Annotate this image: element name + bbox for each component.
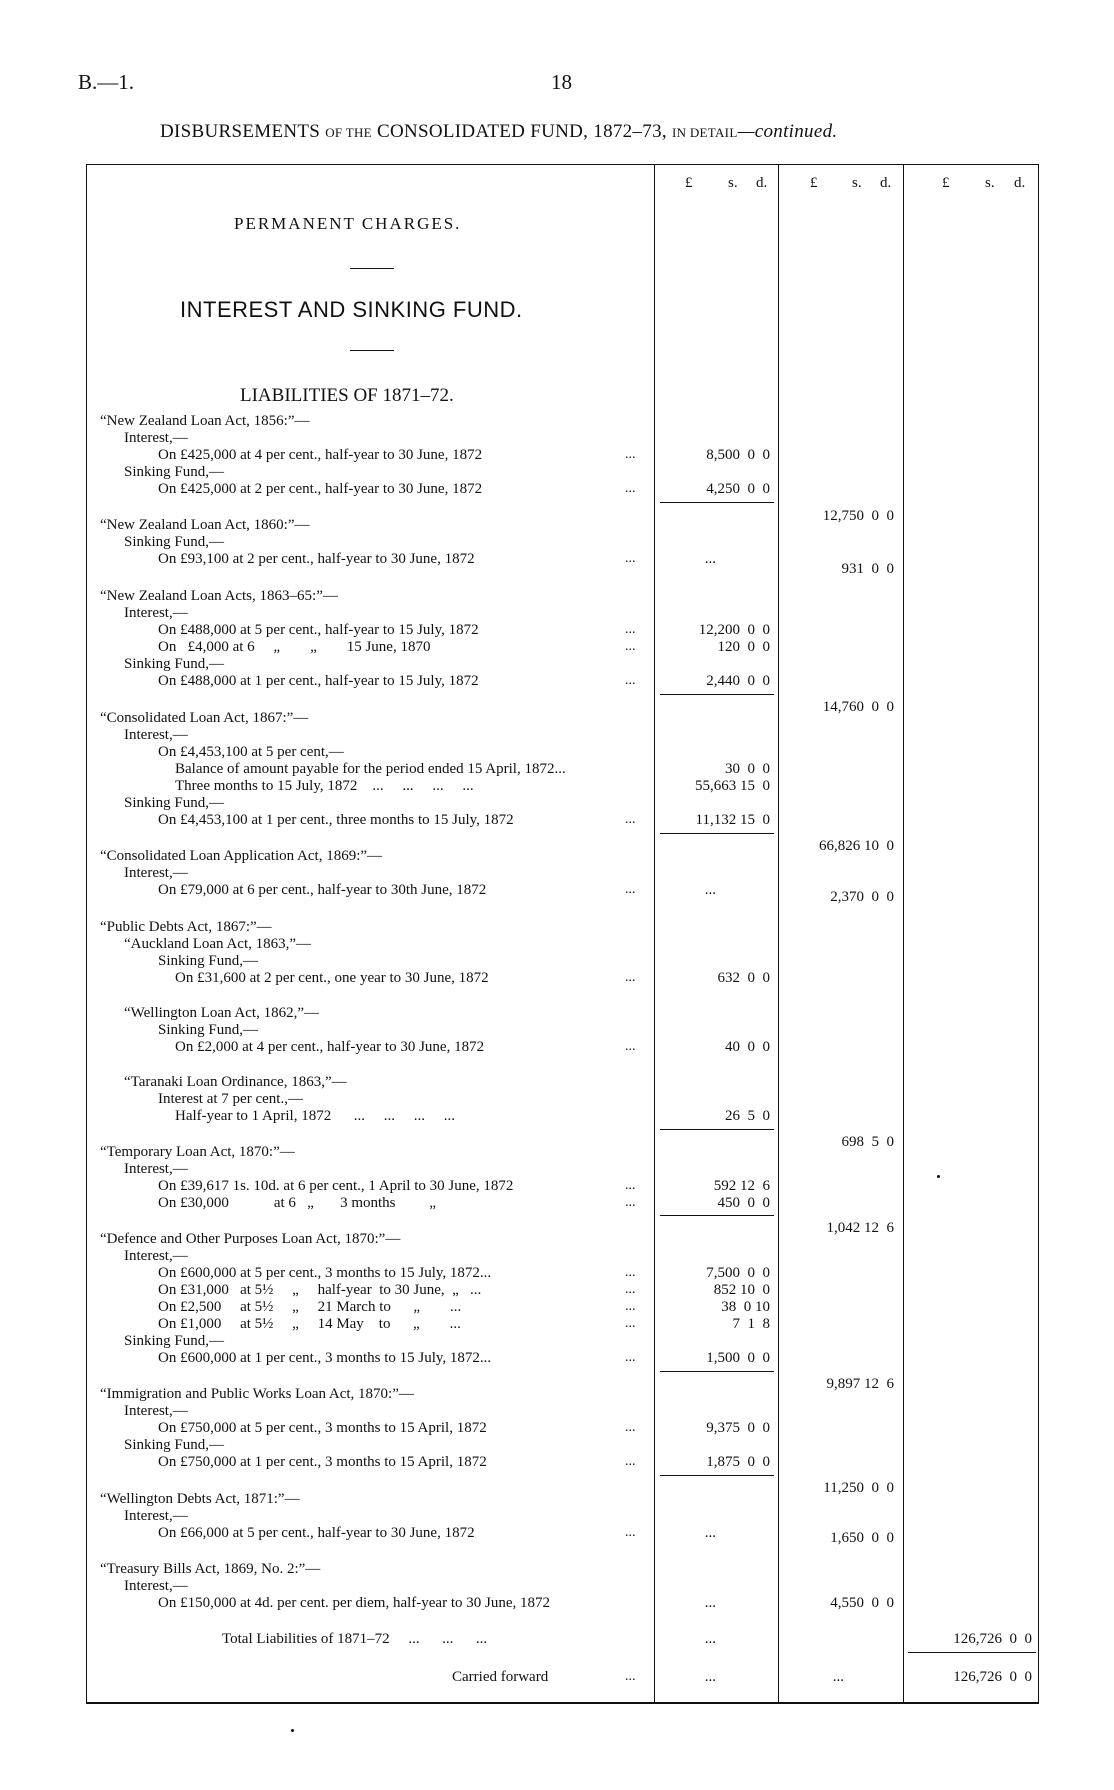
title-part-of-the: OF THE — [325, 125, 372, 140]
currency-pence: d. — [756, 175, 768, 191]
subtotal: 9,897 12 6 — [826, 1376, 894, 1392]
amount: 55,663 15 0 — [695, 778, 770, 794]
leader-dots: ... — [625, 1265, 636, 1280]
table-bottom-rule — [86, 1702, 1039, 1704]
amount: ... — [704, 551, 716, 567]
line-item: On £66,000 at 5 per cent., half-year to 30 June, 1872 — [158, 1525, 475, 1541]
subtotal: 2,370 0 0 — [830, 889, 894, 905]
subtotal-rule — [660, 1215, 774, 1216]
subtotal: 698 5 0 — [841, 1134, 894, 1150]
table-top-rule — [86, 164, 1039, 165]
line-item: On £79,000 at 6 per cent., half-year to 30th June, 1872 — [158, 882, 487, 898]
line-label: Sinking Fund,— — [158, 953, 259, 969]
act-heading: “Public Debts Act, 1867:”— — [100, 919, 272, 935]
leader-dots: ... — [625, 970, 636, 985]
leader-dots: ... — [625, 1195, 636, 1210]
act-heading: “Wellington Debts Act, 1871:”— — [100, 1491, 300, 1507]
act-heading: “New Zealand Loan Act, 1860:”— — [100, 517, 310, 533]
page-code: B.—1. — [78, 70, 135, 94]
line-label: Interest,— — [124, 1508, 188, 1524]
line-item: On £750,000 at 1 per cent., 3 months to 15 April, 1872 — [158, 1454, 487, 1470]
subtotal: ... — [832, 1669, 844, 1685]
act-heading: “Consolidated Loan Application Act, 1869:”— — [100, 848, 383, 864]
amount: 26 5 0 — [725, 1108, 770, 1124]
amount: 1,875 0 0 — [706, 1454, 770, 1470]
amount: 8,500 0 0 — [706, 447, 770, 463]
line-item: On £31,600 at 2 per cent., one year to 30 June, 1872 — [175, 970, 489, 986]
act-heading: “Temporary Loan Act, 1870:”— — [100, 1144, 295, 1160]
subtotal-rule — [660, 833, 774, 834]
amount: 120 0 0 — [717, 639, 770, 655]
title-part-b: CONSOLIDATED FUND, 1872–73, — [377, 121, 667, 142]
print-speck — [291, 1729, 294, 1732]
leader-dots: ... — [625, 1299, 636, 1314]
subtotal: 1,650 0 0 — [830, 1530, 894, 1546]
section-heading: LIABILITIES OF 1871–72. — [240, 385, 454, 406]
title-part-continued: —continued. — [737, 121, 838, 142]
amount: 11,132 15 0 — [695, 812, 770, 828]
page-number: 18 — [551, 70, 572, 94]
line-label: Sinking Fund,— — [124, 795, 225, 811]
line-label: Interest,— — [124, 727, 188, 743]
section-subtitle: INTEREST AND SINKING FUND. — [180, 297, 523, 322]
leader-dots: ... — [625, 1282, 636, 1297]
amount: ... — [704, 1595, 716, 1611]
line-item: On £425,000 at 2 per cent., half-year to 30 June, 1872 — [158, 481, 483, 497]
amount: 592 12 6 — [713, 1178, 770, 1194]
column-divider — [903, 164, 904, 1704]
amount: ... — [704, 1631, 716, 1647]
line-item: On £4,453,100 at 5 per cent,— — [158, 744, 344, 760]
line-item: On £1,000 at 5½ „ 14 May to „ ... — [158, 1316, 461, 1332]
line-label: Interest,— — [124, 430, 188, 446]
amount: ... — [704, 1525, 716, 1541]
leader-dots: ... — [625, 812, 636, 827]
line-label: Interest at 7 per cent.,— — [158, 1091, 303, 1107]
column-divider — [1038, 164, 1039, 1704]
line-label: Sinking Fund,— — [158, 1022, 259, 1038]
column-divider — [654, 164, 655, 1704]
subtotal-rule — [660, 1475, 774, 1476]
amount: 632 0 0 — [717, 970, 770, 986]
line-label: Sinking Fund,— — [124, 1437, 225, 1453]
line-label: Interest,— — [124, 1578, 188, 1594]
total-rule — [908, 1652, 1036, 1653]
act-heading: “Immigration and Public Works Loan Act, 1870:”— — [100, 1386, 414, 1402]
currency-pence: d. — [880, 175, 892, 191]
leader-dots: ... — [625, 447, 636, 462]
print-speck — [937, 1175, 940, 1178]
line-item: On £31,000 at 5½ „ half-year to 30 June, „ ... — [158, 1282, 482, 1298]
line-label: Sinking Fund,— — [124, 534, 225, 550]
subtotal: 12,750 0 0 — [822, 508, 894, 524]
total-label: Total Liabilities of 1871–72 ... ... ... — [222, 1631, 488, 1647]
currency-pounds: £ — [942, 175, 950, 191]
leader-dots: ... — [625, 1316, 636, 1331]
title-divider — [350, 350, 394, 351]
currency-pence: d. — [1014, 175, 1026, 191]
line-item: On £4,453,100 at 1 per cent., three months to 15 July, 1872 — [158, 812, 514, 828]
line-label: “Auckland Loan Act, 1863,”— — [124, 936, 312, 952]
leader-dots: ... — [625, 1669, 636, 1684]
currency-pounds: £ — [685, 175, 693, 191]
currency-shillings: s. — [985, 175, 995, 191]
grand-total: 126,726 0 0 — [953, 1631, 1032, 1647]
subtotal: 14,760 0 0 — [822, 699, 894, 715]
line-item: Three months to 15 July, 1872 ... ... ... ... — [175, 778, 474, 794]
line-label: Interest,— — [124, 1161, 188, 1177]
amount: 7 1 8 — [732, 1316, 770, 1332]
leader-dots: ... — [625, 1178, 636, 1193]
line-item: On £2,000 at 4 per cent., half-year to 30 June, 1872 — [175, 1039, 485, 1055]
subtotal: 66,826 10 0 — [819, 838, 894, 854]
act-heading: “Defence and Other Purposes Loan Act, 1870:”— — [100, 1231, 401, 1247]
amount: 4,250 0 0 — [706, 481, 770, 497]
subtotal: 931 0 0 — [841, 561, 894, 577]
line-item: On £425,000 at 4 per cent., half-year to 30 June, 1872 — [158, 447, 483, 463]
line-item: Half-year to 1 April, 1872 ... ... ... ... — [175, 1108, 455, 1124]
amount: 450 0 0 — [717, 1195, 770, 1211]
leader-dots: ... — [625, 1039, 636, 1054]
amount: 38 0 10 — [721, 1299, 770, 1315]
currency-shillings: s. — [728, 175, 738, 191]
line-item: On £488,000 at 1 per cent., half-year to 15 July, 1872 — [158, 673, 479, 689]
leader-dots: ... — [625, 1420, 636, 1435]
leader-dots: ... — [625, 481, 636, 496]
leader-dots: ... — [625, 1350, 636, 1365]
line-item: Balance of amount payable for the period ended 15 April, 1872... — [175, 761, 566, 777]
line-label: Sinking Fund,— — [124, 464, 225, 480]
subtotal-rule — [660, 1371, 774, 1372]
amount: ... — [704, 1669, 716, 1685]
act-heading: “Consolidated Loan Act, 1867:”— — [100, 710, 309, 726]
title-divider — [350, 268, 394, 269]
title-part-a: DISBURSEMENTS — [160, 121, 321, 142]
line-item: On £750,000 at 5 per cent., 3 months to 15 April, 1872 — [158, 1420, 487, 1436]
act-heading: “Treasury Bills Act, 1869, No. 2:”— — [100, 1561, 321, 1577]
line-item: On £30,000 at 6 „ 3 months „ — [158, 1195, 436, 1211]
leader-dots: ... — [625, 1525, 636, 1540]
line-item: On £39,617 1s. 10d. at 6 per cent., 1 April to 30 June, 1872 — [158, 1178, 514, 1194]
amount: 9,375 0 0 — [706, 1420, 770, 1436]
line-item: On £4,000 at 6 „ „ 15 June, 1870 — [158, 639, 431, 655]
amount: 2,440 0 0 — [706, 673, 770, 689]
line-label: “Wellington Loan Act, 1862,”— — [124, 1005, 319, 1021]
leader-dots: ... — [625, 1454, 636, 1469]
amount: ... — [704, 882, 716, 898]
line-item: On £2,500 at 5½ „ 21 March to „ ... — [158, 1299, 462, 1315]
line-label: Interest,— — [124, 605, 188, 621]
currency-pounds: £ — [810, 175, 818, 191]
amount: 7,500 0 0 — [706, 1265, 770, 1281]
leader-dots: ... — [625, 551, 636, 566]
amount: 1,500 0 0 — [706, 1350, 770, 1366]
line-item: On £93,100 at 2 per cent., half-year to 30 June, 1872 — [158, 551, 475, 567]
line-item: On £600,000 at 5 per cent., 3 months to 15 July, 1872... — [158, 1265, 492, 1281]
subtotal-rule — [660, 502, 774, 503]
act-heading: “New Zealand Loan Acts, 1863–65:”— — [100, 588, 338, 604]
line-label: Sinking Fund,— — [124, 1333, 225, 1349]
leader-dots: ... — [625, 882, 636, 897]
column-divider — [778, 164, 779, 1704]
currency-shillings: s. — [852, 175, 862, 191]
title-part-in-detail: IN DETAIL — [672, 125, 738, 140]
line-item: On £150,000 at 4d. per cent. per diem, half-year to 30 June, 1872 — [158, 1595, 550, 1611]
line-label: Interest,— — [124, 1248, 188, 1264]
subtotal-rule — [660, 1129, 774, 1130]
leader-dots: ... — [625, 622, 636, 637]
page-title — [160, 121, 837, 143]
section-title: PERMANENT CHARGES. — [234, 214, 462, 233]
line-label: “Taranaki Loan Ordinance, 1863,”— — [124, 1074, 347, 1090]
table-left-rule — [86, 164, 87, 1704]
leader-dots: ... — [625, 673, 636, 688]
line-label: Interest,— — [124, 1403, 188, 1419]
leader-dots: ... — [625, 639, 636, 654]
amount: 40 0 0 — [725, 1039, 770, 1055]
carried-forward-amount: 126,726 0 0 — [953, 1669, 1032, 1685]
line-item: On £600,000 at 1 per cent., 3 months to 15 July, 1872... — [158, 1350, 492, 1366]
subtotal: 1,042 12 6 — [826, 1220, 894, 1236]
line-item: On £488,000 at 5 per cent., half-year to 15 July, 1872 — [158, 622, 479, 638]
subtotal-rule — [660, 694, 774, 695]
line-label: Interest,— — [124, 865, 188, 881]
carried-forward-label: Carried forward — [452, 1669, 549, 1685]
subtotal: 4,550 0 0 — [830, 1595, 894, 1611]
amount: 30 0 0 — [725, 761, 770, 777]
amount: 12,200 0 0 — [698, 622, 770, 638]
subtotal: 11,250 0 0 — [823, 1480, 894, 1496]
line-label: Sinking Fund,— — [124, 656, 225, 672]
act-heading: “New Zealand Loan Act, 1856:”— — [100, 413, 310, 429]
amount: 852 10 0 — [713, 1282, 770, 1298]
